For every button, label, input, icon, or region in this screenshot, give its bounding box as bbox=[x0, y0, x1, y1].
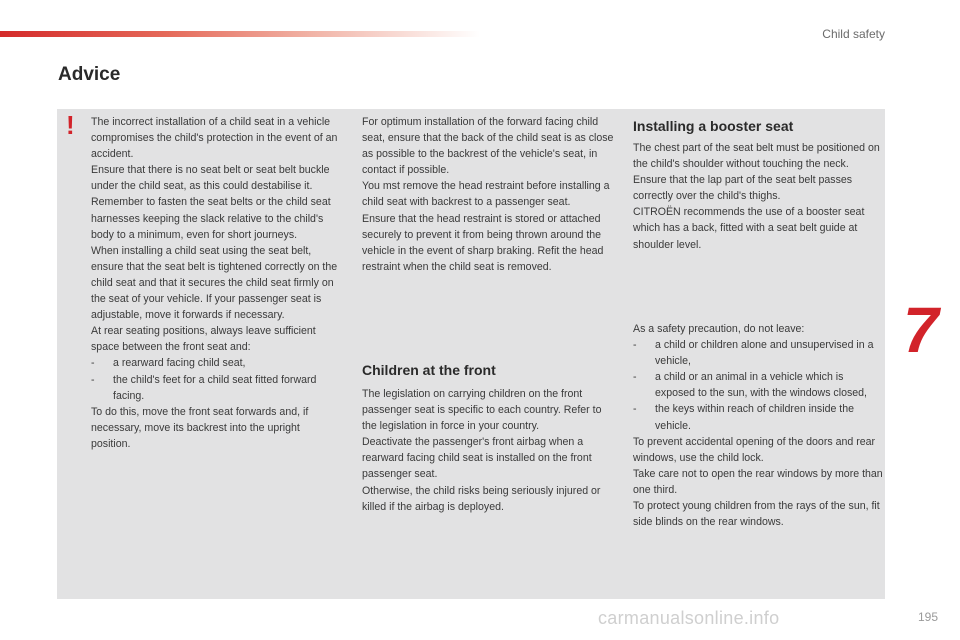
booster-paragraph: The chest part of the seat belt must be positioned on the child's shoulder without touching the neck. bbox=[633, 142, 880, 171]
exclamation-icon: ! bbox=[66, 110, 75, 140]
chapter-number: 7 bbox=[903, 294, 939, 366]
children-front-title: Children at the front bbox=[362, 362, 496, 378]
forward-paragraph: Ensure that the head restraint is stored or attached securely to prevent it from being thrown around the vehicle in the event of sharp braking. Refit the head restraint when the child seat is removed. bbox=[362, 212, 604, 273]
list-item: - the child's feet for a child seat fitted forward facing. bbox=[91, 373, 317, 402]
booster-paragraph: CITROËN recommends the use of a booster seat which has a back, fitted with a seat belt guide at shoulder level. bbox=[633, 206, 865, 251]
warning-paragraph: Ensure that there is no seat belt or seat belt buckle under the child seat, as this could destabilise it. bbox=[91, 164, 330, 193]
warning-paragraph: To do this, move the front seat forwards and, if necessary, move its backrest into the upright position. bbox=[91, 405, 309, 450]
precautions-paragraph: To protect young children from the rays of the sun, fit side blinds on the rear windows. bbox=[633, 500, 880, 529]
children-front-paragraph: The legislation on carrying children on the front passenger seat is specific to each country. Refer to the legislation in force in your country. bbox=[362, 388, 602, 433]
children-front-paragraph: Otherwise, the child risks being seriously injured or killed if the airbag is deployed. bbox=[362, 484, 601, 513]
booster-paragraph: Ensure that the lap part of the seat belt passes correctly over the child's thighs. bbox=[633, 174, 853, 203]
forward-paragraph: You mst remove the head restraint before installing a child seat with backrest to a passenger seat. bbox=[362, 180, 610, 209]
page-heading: Advice bbox=[58, 64, 121, 85]
warning-paragraph: The incorrect installation of a child seat in a vehicle compromises the child's protection in the event of an accident. bbox=[91, 116, 338, 161]
watermark: carmanualsonline.info bbox=[598, 608, 780, 628]
booster-title: Installing a booster seat bbox=[633, 118, 794, 134]
booster-text bbox=[633, 140, 885, 253]
list-item: - the keys within reach of children inside the vehicle. bbox=[633, 403, 855, 432]
warning-paragraph: At rear seating positions, always leave sufficient space between the front seat and: bbox=[91, 325, 316, 354]
warning-paragraph: When installing a child seat using the seat belt, ensure that the seat belt is tightened correctly on the child seat and that it secures the child seat firmly on the seat of your vehicle. If your passenger seat is adjustable, move it forwards if necessary. bbox=[91, 244, 338, 322]
list-item: - a rearward facing child seat, bbox=[91, 357, 246, 370]
precautions-paragraph: To prevent accidental opening of the doors and rear windows, use the child lock. bbox=[633, 435, 876, 464]
list-item: - a child or an animal in a vehicle which is exposed to the sun, with the windows closed, bbox=[633, 371, 867, 400]
forward-facing-column bbox=[362, 114, 614, 275]
precautions-intro: As a safety precaution, do not leave: bbox=[633, 323, 805, 335]
warning-column bbox=[91, 114, 341, 452]
children-front-text bbox=[362, 386, 614, 515]
precautions-text bbox=[633, 321, 885, 530]
warning-paragraph: Remember to fasten the seat belts or the child seat harnesses keeping the slack relative to the child's body to a minimum, even for short journeys. bbox=[91, 196, 331, 241]
chapter-title: Child safety bbox=[822, 27, 885, 41]
children-front-paragraph: Deactivate the passenger's front airbag when a rearward facing child seat is installed on the front passenger seat. bbox=[362, 436, 592, 481]
list-item: - a child or children alone and unsupervised in a vehicle, bbox=[633, 339, 874, 368]
page-number: 195 bbox=[917, 610, 938, 624]
forward-paragraph: For optimum installation of the forward facing child seat, ensure that the back of the child seat is as close as possible to the backrest of the vehicle's seat, in contact if possible. bbox=[362, 116, 614, 177]
precautions-paragraph: Take care not to open the rear windows by more than one third. bbox=[633, 467, 883, 496]
header-accent-bar bbox=[0, 31, 480, 37]
